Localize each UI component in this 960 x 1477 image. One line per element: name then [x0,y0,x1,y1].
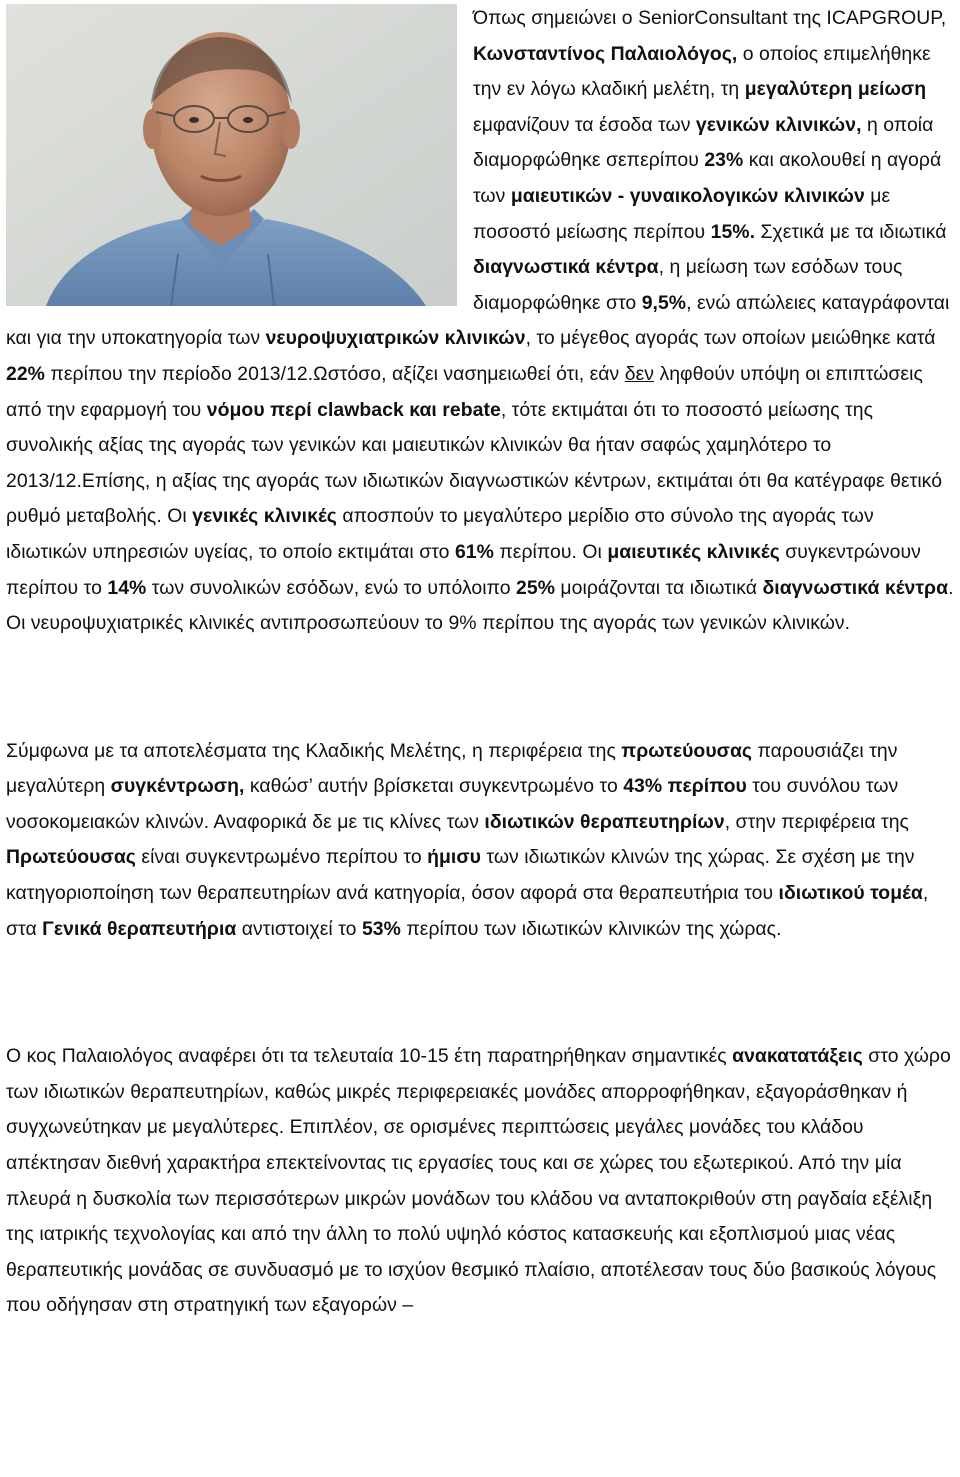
text-run: , στα [6,882,929,940]
bold-text: ιδιωτικών θεραπευτηρίων [484,810,725,833]
bold-text: 25% [516,576,555,599]
bold-text: διαγνωστικά κέντρα [762,576,949,599]
bold-text: μαιευτικών - γυναικολογικών κλινικών [510,184,865,207]
bold-text: Γενικά θεραπευτήρια [42,917,237,940]
text-run: και ακολουθεί η αγορά των [473,149,942,207]
text-run: αντιστοιχεί το [236,917,362,940]
text-run: Σύμφωνα με τα αποτελέσματα της Κλαδικής Μελέτης, η περιφέρεια της [6,739,622,762]
text-run: με ποσοστό μείωσης περίπου [473,184,891,243]
text-run: Ο κος Παλαιολόγος αναφέρει ότι τα τελευταία 10-15 έτη παρατηρήθηκαν σημαντικές [6,1045,733,1068]
bold-text: γενικές κλινικές [192,505,337,528]
text-run: , στην περιφέρεια της [724,810,909,833]
bold-text: 9,5% [641,291,687,314]
paragraph-3 [6,1039,954,1324]
bold-text: διαγνωστικά κέντρα [473,256,659,279]
text-run: καθώσ’ αυτήν βρίσκεται συγκεντρωμένο το [244,775,624,798]
bold-text: ήμισυ [427,846,481,869]
text-run: η οποία διαμορφώθηκε σεπερίπου [473,113,934,172]
bold-text: 22% [6,362,45,385]
underlined-text: δεν [624,362,655,385]
bold-text: 23% [704,149,744,172]
text-run: . Οι νευροψυχιατρικές κλινικές αντιπροσωπεύουν το 9% περίπου της αγοράς των γενικών κλινικών. [6,576,954,635]
text-run: ο οποίος επιμελήθηκε την εν λόγω κλαδική μελέτη, τη [473,42,931,101]
bold-text: ανακατατάξεις [732,1045,863,1068]
bold-text: 53% [361,917,401,940]
portrait-photo [6,4,457,306]
text-run: Σχετικά με τα ιδιωτικά [755,220,947,243]
bold-text: νευροψυχιατρικών κλινικών [265,327,526,350]
bold-text: ιδιωτικού τομέα [778,882,923,905]
text-run: περίπου την περίοδο 2013/12.Ωστόσο, αξίζει νασημειωθεί ότι, εάν [44,362,625,385]
text-run: Όπως σημειώνει ο SeniorConsultant της ICAPGROUP, [473,7,947,29]
bold-text: Πρωτεύουσας [6,846,136,869]
text-run: του συνόλου των νοσοκομειακών κλινών. Αναφορικά δε με τις κλίνες των [6,775,899,833]
bold-text: μαιευτικές κλινικές [607,540,780,563]
text-run: εμφανίζουν τα έσοδα των [473,113,696,136]
bold-text: 61% [454,540,494,563]
portrait-illustration [6,4,457,306]
text-run: συγκεντρώνουν περίπου το [6,540,921,599]
text-run: αποσπούν το μεγαλύτερο μερίδιο στο σύνολο της αγοράς των ιδιωτικών υπηρεσιών υγείας, το οποίο εκτιμάται στο [6,505,874,563]
bold-text: Κωνσταντίνος Παλαιολόγος, [473,42,738,65]
bold-text: 43% περίπου [623,775,747,798]
text-run: , ενώ απώλειες καταγράφονται και για την υποκατηγορία των [6,291,950,350]
bold-text: νόμου περί clawback και rebate [206,398,501,421]
bold-text: πρωτεύουσας [621,739,753,762]
text-run: των συνολικών εσόδων, ενώ το υπόλοιπο [146,576,517,599]
bold-text: 14% [107,576,147,599]
text-run: , η μείωση των εσόδων τους διαμορφώθηκε στο [473,256,903,314]
text-run: είναι συγκεντρωμένο περίπου το [135,846,428,869]
bold-text: γενικών κλινικών, [695,113,862,136]
text-run: , τότε εκτιμάται ότι το ποσοστό μείωσης της συνολικής αξίας της αγοράς των γενικών και μαιευτικών κλινικών θα ήταν σαφώς χαμηλότερο το 2013/12.Επίσης, η αξίας της αγοράς των ιδιωτικών διαγνωστικών κέντρων, εκτιμάται ότι θα κατέγραφε θετικό ρυθμό μεταβολής. Οι [6,398,943,528]
text-run: στο χώρο των ιδιωτικών θεραπευτηρίων, καθώς μικρές περιφερειακές μονάδες απορροφήθηκαν, εξαγοράσθηκαν ή συγχωνεύτηκαν με μεγαλύτερες. Επιπλέον, σε ορισμένες περιπτώσεις μεγάλες μονάδες του κλάδου απέκτησαν διεθνή χαρακτήρα επεκτείνοντας τις εργασίες τους και σε χώρες του εξωτερικού. Από την μία πλευρά η δυσκολία των περισσότερων μικρών μονάδων του κλάδου να ανταποκριθούν στη ραγδαία εξέλιξη της ιατρικής τεχνολογίας και από την άλλη το πολύ υψηλό κόστος κατασκευής και εξοπλισμού μιας νέας θεραπευτικής μονάδας σε συνδυασμό με το ισχύον θεσμικό πλαίσιο, αποτέλεσαν τους δύο βασικούς λόγους που οδήγησαν στη στρατηγική των εξαγορών – [6,1045,951,1317]
text-run: μοιράζονται τα ιδιωτικά [555,576,763,599]
article [6,0,954,1324]
text-run: ληφθούν υπόψη οι επιπτώσεις από την εφαρμογή του [6,362,923,421]
text-run: περίπου των ιδιωτικών κλινικών της χώρας. [400,917,782,940]
paragraph-gap [6,642,954,734]
paragraph-2 [6,734,954,948]
bold-text: συγκέντρωση, [110,775,245,798]
text-run: , το μέγεθος αγοράς των οποίων μειώθηκε κατά [525,327,936,350]
bold-text: 15%. [710,220,756,243]
bold-text: μεγαλύτερη μείωση [744,78,927,101]
paragraph-gap [6,947,954,1039]
text-run: περίπου. Οι [493,540,608,563]
text-run: παρουσιάζει την μεγαλύτερη [6,739,898,798]
text-run: των ιδιωτικών κλινών της χώρας. Σε σχέση με την κατηγοριοποίηση των θεραπευτηρίων ανά κατηγορία, όσον αφορά στα θεραπευτήρια του [6,846,915,905]
